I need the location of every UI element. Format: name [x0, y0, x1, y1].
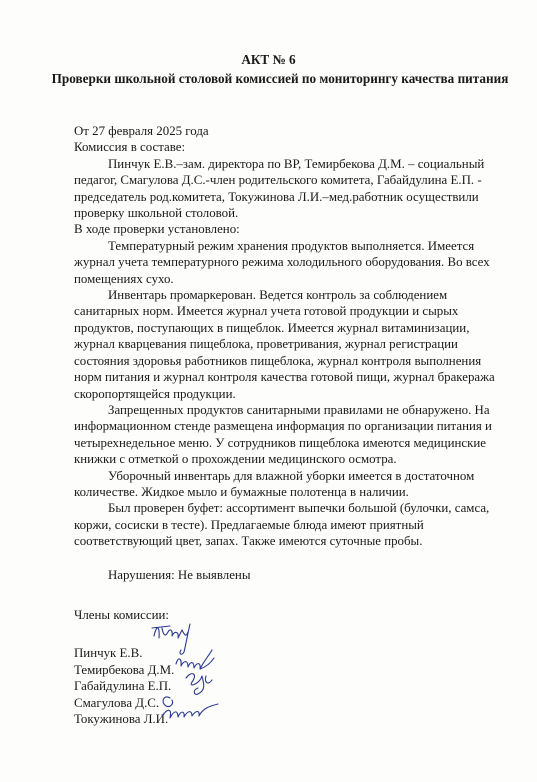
commission-composition: Пинчук Е.В.–зам. директора по ВР, Темирбекова Д.М. – социальный педагог, Смагулова Д.С.-член родительского комитета, Габайдулина Е.П. - председатель род.комитета, Токужинова Л.И.–мед.работник осуществили проверку школьной столовой.	[74, 156, 485, 221]
signature-3	[186, 674, 212, 695]
paragraph-buffet: Был проверен буфет: ассортимент выпечки большой (булочки, самса, коржи, сосиски в тесте). Предлагаемые блюда имеют приятный соответствующий цвет, запах. Также имеются суточные пробы.	[74, 501, 490, 549]
members-title: Члены комиссии:	[74, 608, 169, 622]
member-name: Пинчук Е.В.	[74, 646, 143, 660]
member-name: Смагулова Д.С.	[74, 695, 160, 710]
signature-1	[152, 624, 190, 654]
paragraph-inventory: Инвентарь промаркерован. Ведется контроль за соблюдением санитарных норм. Имеется журнал учета готовой продукции и сырых продуктов, поступающих в пищеблок. Имеется журнал витаминизации, журнал кварцевания пищеблока, проветривания, журнал регистрации состояния здоровья работников пищеблока, журнал контроля выполнения норм питания и журнал контроля качества готовой пищи, журнал бракеража скоропортящейся продукции.	[74, 288, 495, 401]
signature-2	[176, 650, 214, 669]
member-name: Темирбекова Д.М.	[74, 662, 175, 677]
paragraph-temperature: Температурный режим хранения продуктов выполняется. Имеется журнал учета температурного режима холодильного оборудования. Во всех помещениях сухо.	[74, 238, 490, 286]
signatures	[148, 620, 243, 725]
paragraph-prohibited-products: Запрещенных продуктов санитарными правилами не обнаружено. На информационном стенде размещена информация по организации питания и четырехнедельное меню. У сотрудников пищеблока имеются медицинские книжки с отметкой о прохождении медицинского осмотра.	[74, 402, 492, 467]
signature-4	[163, 697, 173, 707]
act-subtitle: Проверки школьной столовой комиссией по мониторингу качества питания	[51, 71, 509, 86]
date-line: От 27 февраля 2025 года	[74, 124, 209, 138]
member-name: Токужинова Л.И.	[74, 712, 169, 727]
commission-heading: Комиссия в составе:	[74, 140, 186, 155]
paragraph-cleaning: Уборочный инвентарь для влажной уборки имеется в достаточном количестве. Жидкое мыло и бумажные полотенца в наличии.	[74, 468, 475, 499]
violations-line: Нарушения: Не выявлены	[108, 567, 251, 582]
act-title: АКТ № 6	[241, 52, 296, 67]
member-name: Габайдулина Е.П.	[74, 679, 172, 694]
document-body	[74, 123, 510, 583]
findings-heading: В ходе проверки установлено:	[74, 222, 240, 237]
